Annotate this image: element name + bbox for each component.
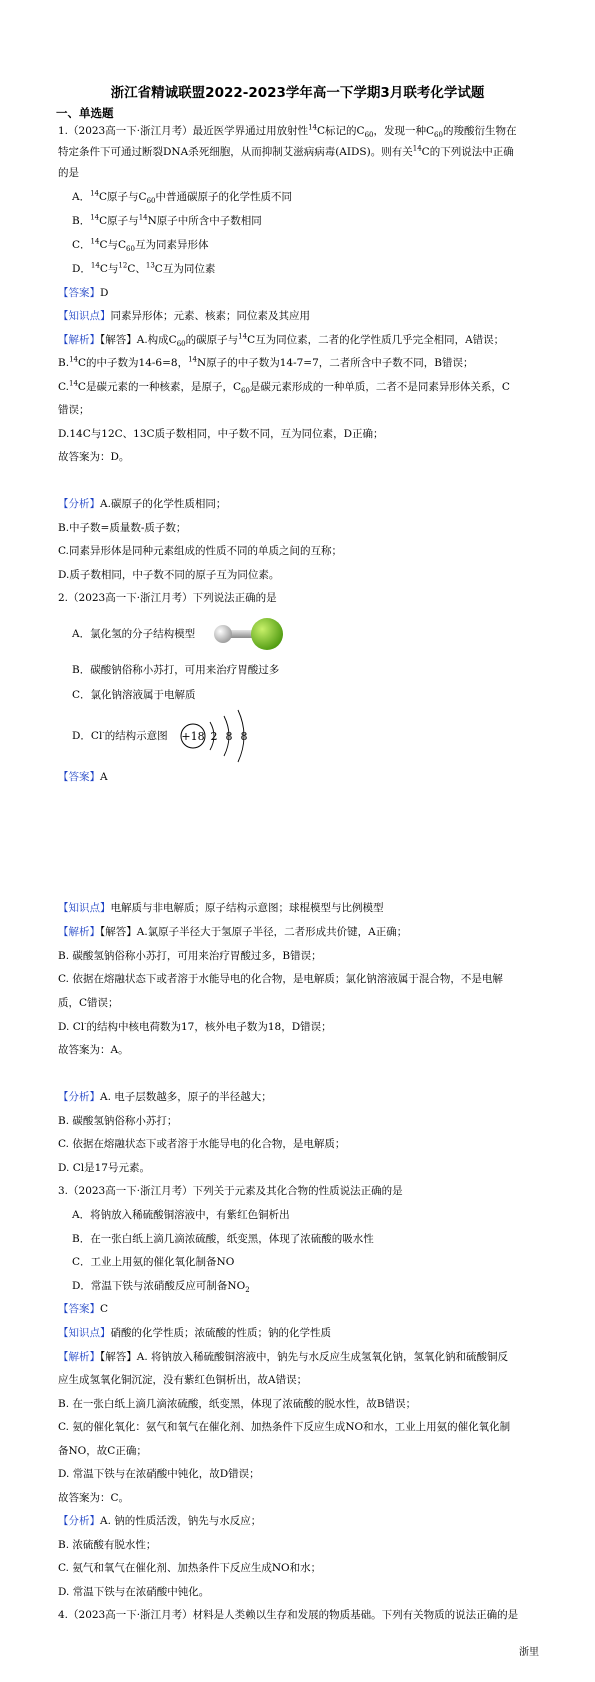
q2-analysis-line-1: 【分析】A. 电子层数越多，原子的半径越大； [58, 1091, 272, 1103]
q2-answer: 【答案】A [58, 771, 108, 783]
q2-solution-line-6: 故答案为：A。 [58, 1044, 129, 1056]
q2-solution-line-3: C. 依据在熔融状态下或者溶于水能导电的化合物，是电解质；氯化钠溶液属于混合物，不是电解 [58, 973, 503, 985]
section-heading: 一、单选题 [56, 106, 114, 120]
cl-ion-structure-diagram [178, 704, 260, 768]
page-title: 浙江省精诚联盟2022-2023学年高一下学期3月联考化学试题 [110, 85, 485, 101]
q2-solution-line-4: 质，C错误； [58, 997, 119, 1009]
q3-stem: 3.（2023高一下·浙江月考）下列关于元素及其化合物的性质说法正确的是 [58, 1185, 403, 1197]
q1-solution-line-1: 【解析】【解答】A.构成$C_{60}$的碳原子与$^{14}$C互为同位素，二者的化学性质几乎完全相同，A错误； [58, 332, 505, 349]
q3-option-c[interactable]: C．工业上用氨的催化氧化制备NO [72, 1256, 235, 1268]
q2-analysis-line-3: C. 依据在熔融状态下或者溶于水能导电的化合物，是电解质； [58, 1138, 346, 1150]
q3-solution-line-7: 故答案为：C。 [58, 1492, 130, 1504]
q1-knowledge: 【知识点】同素异形体；元素、核素；同位素及其应用 [58, 310, 310, 322]
nucleus-charge: +18 [181, 730, 205, 743]
q1-solution-line-6: 故答案为：D。 [58, 451, 130, 463]
q1-stem-line-2: 特定条件下可通过断裂DNA杀死细胞，从而抑制艾滋病病毒(AIDS)。则有关$^{14}$C的下列说法中正确 [58, 144, 514, 158]
q1-option-d[interactable]: D．$^{14}$C与$^{12}$C、$^{13}$C互为同位素 [72, 261, 216, 275]
q2-solution-line-2: B. 碳酸氢钠俗称小苏打，可用来治疗胃酸过多，B错误； [58, 950, 322, 962]
q2-option-d[interactable]: D．Cl-的结构示意图 [72, 728, 168, 742]
page-footer: 浙里 [519, 1647, 539, 1658]
q3-option-a[interactable]: A．将钠放入稀硫酸铜溶液中，有紫红色铜析出 [72, 1209, 290, 1221]
q4-stem: 4.（2023高一下·浙江月考）材料是人类赖以生存和发展的物质基础。下列有关物质的说法正确的是 [58, 1609, 519, 1621]
q2-option-b[interactable]: B．碳酸钠俗称小苏打，可用来治疗胃酸过多 [72, 664, 280, 676]
q1-stem-line-3: 的是 [58, 167, 79, 179]
q1-solution-line-3: C.$^{14}$C是碳元素的一种核素，是原子，$C_{60}$是碳元素形成的一种单质，二者不是同素异形体关系，C [58, 379, 510, 396]
q1-option-a[interactable]: A．$^{14}$C原子与$C_{60}$中普通碳原子的化学性质不同 [72, 189, 293, 206]
q3-option-b[interactable]: B．在一张白纸上滴几滴浓硫酸，纸变黑，体现了浓硫酸的吸水性 [72, 1233, 374, 1245]
q2-option-a[interactable]: A．氯化氢的分子结构模型 [72, 628, 196, 640]
q3-answer: 【答案】C [58, 1303, 109, 1315]
q2-analysis-line-2: B. 碳酸氢钠俗称小苏打； [58, 1115, 178, 1127]
q1-solution-line-2: B.$^{14}$C的中子数为14-6=8，$^{14}$N原子的中子数为14-7=7，二者所含中子数不同，B错误； [58, 355, 474, 369]
q3-knowledge: 【知识点】硝酸的化学性质；浓硫酸的性质；钠的化学性质 [58, 1327, 331, 1339]
q2-solution-line-5: D. Cl-的结构中核电荷数为17，核外电子数为18，D错误； [58, 1019, 332, 1033]
q1-stem-line-1: 1.（2023高一下·浙江月考）最近医学界通过用放射性$^{14}$C标记的$C_{60}$，发现一种$C_{60}$的羧酸衍生物在 [58, 123, 517, 140]
q1-analysis-line-3: C.同素异形体是同种元素组成的性质不同的单质之间的互称； [58, 545, 342, 557]
q1-solution-line-4: 错误； [58, 404, 90, 416]
q2-solution-line-1: 【解析】【解答】A.氯原子半径大于氢原子半径，二者形成共价键，A正确； [58, 926, 408, 938]
q3-analysis-line-3: C. 氨气和氧气在催化剂、加热条件下反应生成NO和水； [58, 1562, 322, 1574]
q3-solution-line-5: 备NO，故C正确； [58, 1445, 147, 1457]
hydrogen-atom [214, 625, 232, 643]
q3-option-d[interactable]: D．常温下铁与浓硝酸反应可制备$NO_2$ [72, 1280, 250, 1295]
q3-solution-line-2: 应生成氢氧化铜沉淀，没有紫红色铜析出，故A错误； [58, 1374, 308, 1386]
q3-analysis-line-2: B. 浓硫酸有脱水性； [58, 1539, 157, 1551]
q3-analysis-line-4: D. 常温下铁与在浓硝酸中钝化。 [58, 1586, 210, 1598]
q1-solution-line-5: D.14C与12C、13C质子数相同，中子数不同，互为同位素，D正确； [58, 428, 384, 440]
q2-analysis-line-4: D. Cl是17号元素。 [58, 1162, 150, 1174]
q1-analysis-line-2: B.中子数=质量数-质子数； [58, 522, 187, 534]
q3-analysis-line-1: 【分析】A. 钠的性质活泼，钠先与水反应； [58, 1515, 262, 1527]
q3-solution-line-6: D. 常温下铁与在浓硝酸中钝化，故D错误； [58, 1468, 260, 1480]
q1-option-c[interactable]: C．$^{14}$C与$C_{60}$互为同素异形体 [72, 237, 209, 254]
q1-analysis-line-1: 【分析】A.碳原子的化学性质相同； [58, 498, 227, 510]
q3-solution-line-3: B. 在一张白纸上滴几滴浓硫酸，纸变黑，体现了浓硫酸的脱水性，故B错误； [58, 1398, 417, 1410]
q3-solution-line-1: 【解析】【解答】A. 将钠放入稀硫酸铜溶液中，钠先与水反应生成氢氧化钠，氢氧化钠和硫酸铜反 [58, 1351, 509, 1363]
q2-stem: 2.（2023高一下·浙江月考）下列说法正确的是 [58, 592, 277, 604]
chlorine-atom [251, 618, 283, 650]
q1-option-b[interactable]: B．$^{14}$C原子与$^{14}$N原子中所含中子数相同 [72, 213, 262, 227]
shell-electrons-2: 8 [225, 730, 233, 743]
q3-solution-line-4: C. 氨的催化氧化：氨气和氧气在催化剂、加热条件下反应生成NO和水，工业上用氨的催化氧化制 [58, 1421, 511, 1433]
q2-option-c[interactable]: C．氯化钠溶液属于电解质 [72, 689, 196, 701]
q1-analysis-line-4: D.质子数相同，中子数不同的原子互为同位素。 [58, 569, 280, 581]
q1-answer: 【答案】D [58, 287, 109, 299]
hcl-ball-stick-model [212, 614, 288, 654]
q2-knowledge: 【知识点】电解质与非电解质；原子结构示意图；球棍模型与比例模型 [58, 902, 384, 914]
shell-electrons-3: 8 [240, 730, 248, 743]
shell-electrons-1: 2 [210, 730, 218, 743]
